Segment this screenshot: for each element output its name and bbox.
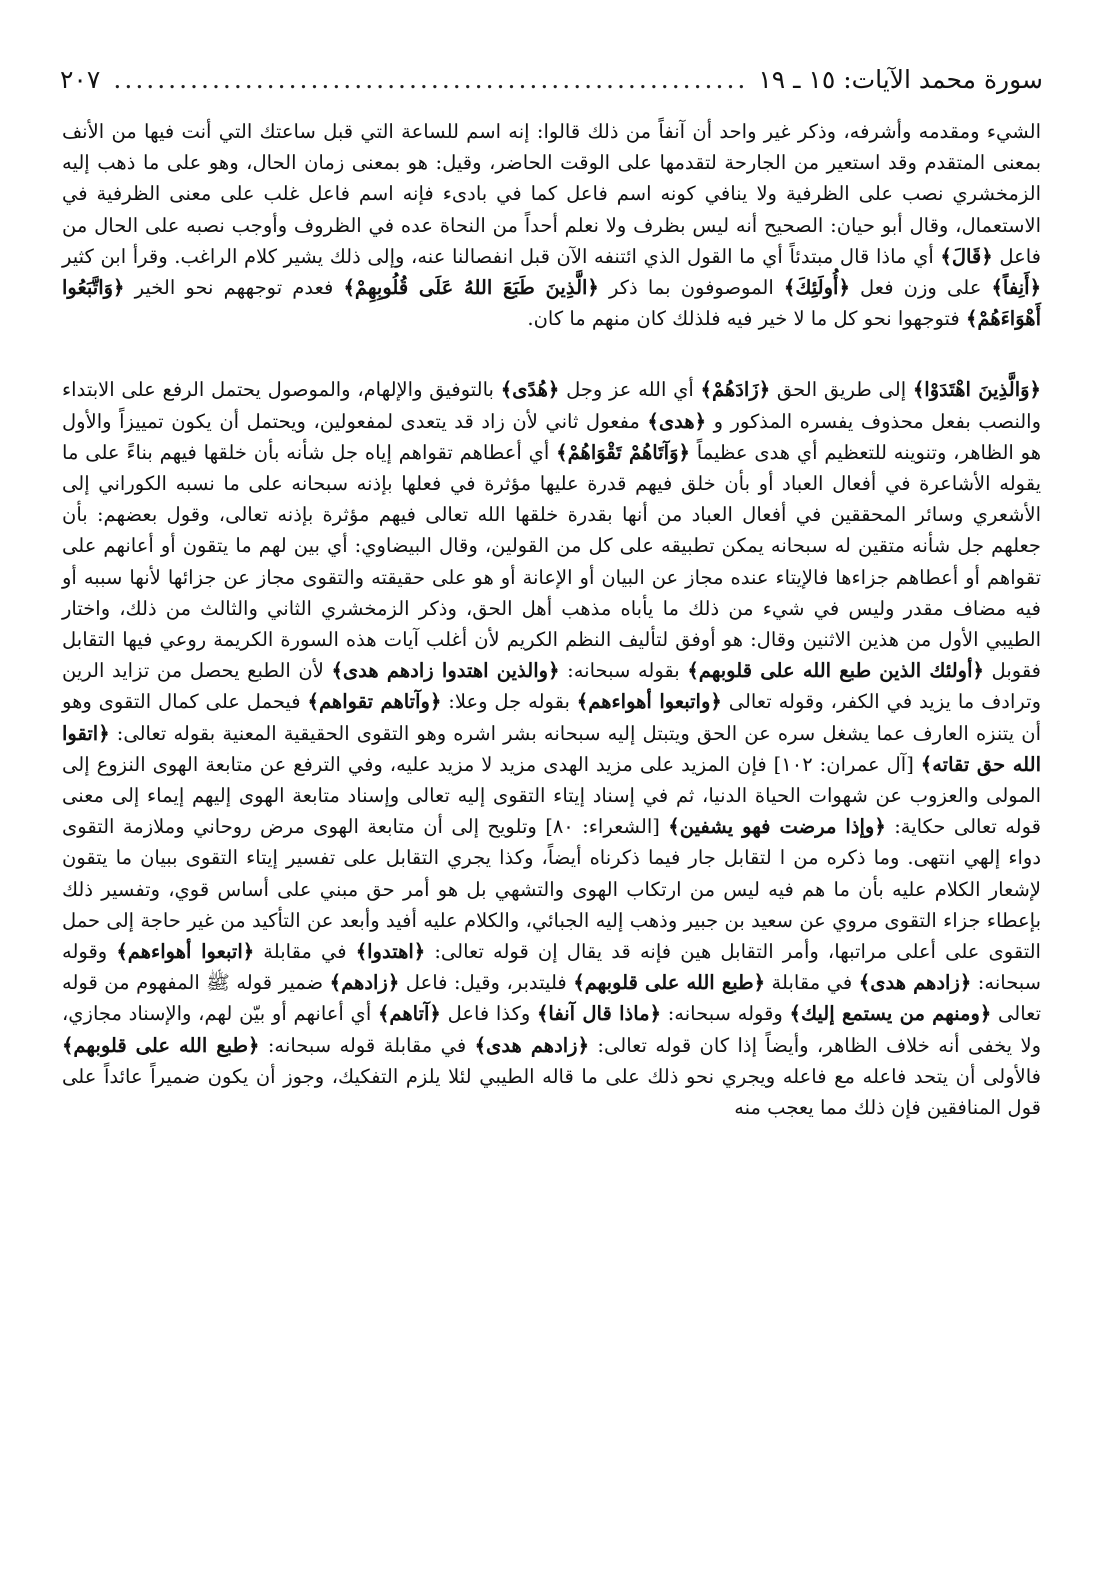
text-run: بقوله سبحانه:	[559, 659, 688, 683]
text-run: فعدم توجههم نحو الخير	[124, 276, 344, 300]
quran-citation: ﴿وآتاهم تقواهم﴾	[307, 690, 442, 714]
body-text	[62, 116, 1041, 1123]
text-run: وقوله سبحانه:	[661, 1002, 790, 1026]
quran-citation: ﴿الَّذِينَ طَبَعَ اللهُ عَلَى قُلُوبِهِمْ﴾	[343, 276, 599, 300]
page-header	[60, 58, 1043, 102]
quran-citation: ﴿طبع الله على قلوبهم﴾	[62, 1033, 260, 1057]
quran-citation: ﴿ماذا قال آنفا﴾	[537, 1002, 662, 1026]
text-run: فتوجهوا نحو كل ما لا خير فيه فلذلك كان منهم ما كان.	[527, 307, 966, 331]
quran-citation: ﴿هُدًى﴾	[500, 378, 560, 402]
quran-citation: ﴿آتاهم﴾	[377, 1002, 441, 1026]
quran-citation: ﴿واتبعوا أهواءهم﴾	[576, 690, 722, 714]
text-run: أي أعطاهم تقواهم إياه جل شأنه بأن خلقها فيهم بناءً على ما يقوله الأشاعرة في أفعال العباد أو بأن خلق فيهم قدرة عليها مؤثرة في فعلها بإذنه سبحانه على ما نسبه الكوراني إلى الأشعري وسائر المحققين في أفعال العباد من أنها بقدرة خلقها الله تعالى فيهم مؤثرة بإذنه تعالى، وقول بعضهم: بأن جعلهم جل شأنه متقين له سبحانه يمكن تطبيقه على كل من القولين، وقال البيضاوي: أي بين لهم ما يتقون أو أعانهم على تقواهم أو أعطاهم جزاءها فالإيتاء عنده مجاز عن البيان أو الإعانة أو هو على حقيقته والتقوى مجاز عن جزائها لأنها سببه أو فيه مضاف مقدر وليس في شيء من ذلك ما يأباه مذهب أهل الحق، وذكر الزمخشري الثاني والثالث من ذلك، واختار الطيبي الأول من هذين الاثنين وقال: هو أوفق لتأليف النظم الكريم لأن أغلب آيات هذه السورة الكريمة روعي فيها التقابل فقوبل	[62, 440, 1042, 683]
quran-citation: ﴿زادهم هدى﴾	[858, 971, 972, 995]
text-run: وقوله سبحانه:	[62, 940, 1042, 995]
quran-citation: ﴿والذين اهتدوا زادهم هدى﴾	[331, 659, 560, 683]
paragraph	[62, 116, 1041, 334]
text-run: [الشعراء: ٨٠] وتلويح إلى أن متابعة الهوى مرض روحاني وملازمة التقوى دواء إلهي انتهى. وما ذكره من ا لتقابل جار فيما ذكرناه أيضاً، وكذا يجري التقابل على تفسير إيتاء التقوى ببيان ما يتقون لإشعار الكلام عليه بأن ما هم فيه ليس من ارتكاب الهوى والتشهي بل هو أمر حق مبني على أساس قوي، وتفسير ذلك بإعطاء جزاء التقوى مروي عن سعيد بن جبير وذهب إليه الجبائي، والكلام عليه أفيد وأبعد عن التأكيد من غير حاجة إلى حمل التقوى على أعلى مراتبها، وأمر التقابل هين فإنه قد يقال إن قوله تعالى:	[62, 815, 1041, 964]
text-run: في مقابلة	[765, 971, 859, 995]
quran-citation: ﴿وَآتَاهُمْ تَقْوَاهُمْ﴾	[556, 440, 690, 464]
text-run: أي الله عز وجل	[559, 378, 701, 402]
quran-citation: ﴿زادهم هدى﴾	[474, 1033, 590, 1057]
text-run: فالأولى أن يتحد فاعله مع فاعله ويجري نحو ذلك على ما قاله الطيبي لئلا يلزم التفكيك، وجوز أن يكون ضميراً عائداً على قول المنافقين فإن ذلك مما يعجب منه	[62, 1064, 1041, 1120]
text-run: مفعول ثاني لأن زاد قد يتعدى لمفعولين، ويحتمل أن يكون تمييزاً والأول هو الظاهر، وتنوينه للتعظيم أي هدى عظيماً	[62, 409, 1041, 464]
text-run: أي ماذا قال مبتدئاً أي ما القول الذي ائتنفه الآن قبل انفصالنا عنه، وإلى ذلك يشير كلام الراغب. وقرأ ابن كثير	[62, 244, 941, 268]
page-number: ٢٠٧	[60, 65, 101, 94]
text-run: الموصوفون بما ذكر	[598, 276, 784, 300]
text-run: في مقابلة قوله سبحانه:	[259, 1033, 475, 1057]
text-run: الشيء ومقدمه وأشرفه، وذكر غير واحد أن آنفاً من ذلك قالوا: إنه اسم للساعة التي قبل ساعتك التي أنت فيها من الأنف بمعنى المتقدم وقد استعير من الجارحة لتقدمها على الوقت الحاضر، وقيل: هو بمعنى زمان الحال، وهو على ما ذهب إليه الزمخشري نصب على الظرفية ولا ينافي كونه اسم فاعل كما في بادىء فإنه اسم فاعل غلب على معنى الظرفية في الاستعمال، وقال أبو حيان: الصحيح أنه ليس بظرف ولا نعلم أحداً من النحاة عده في الظروف وأوجب نصبه على الحال من فاعل	[62, 120, 1041, 268]
quran-citation: ﴿ومنهم من يستمع إليك﴾	[789, 1002, 992, 1026]
quran-citation: ﴿اتبعوا أهواءهم﴾	[116, 940, 255, 964]
quran-citation: ﴿هدى﴾	[647, 409, 707, 433]
text-run: وكذا فاعل	[440, 1002, 537, 1026]
quran-citation: ﴿زادهم﴾	[329, 971, 400, 995]
quran-citation: ﴿وَالَّذِينَ اهْتَدَوْا﴾	[912, 378, 1041, 402]
text-run: بقوله جل وعلا:	[441, 690, 577, 714]
text-run: إلى طريق الحق	[770, 378, 913, 402]
leader-dots	[110, 58, 748, 102]
text-run: فيحمل على كمال التقوى وهو أن يتنزه العارف عما يشغل سره عن الحق ويتبتل إليه سبحانه بشر اشره وهو التقوى الحقيقية المعنية بقوله تعالى:	[62, 690, 1041, 745]
running-title: سورة محمد الآيات: ١٥ ـ ١٩	[758, 65, 1043, 94]
quran-citation: ﴿أُولَئِكَ﴾	[783, 276, 850, 300]
quran-citation: ﴿زَادَهُمْ﴾	[700, 378, 771, 402]
quran-citation: ﴿اهتدوا﴾	[355, 940, 426, 964]
text-run: أي أعانهم أو بيّن لهم، والإسناد مجازي، ولا يخفى أنه خلاف الظاهر، وأيضاً إذا كان قوله تعالى:	[62, 1002, 1042, 1057]
quran-citation: ﴿طبع الله على قلوبهم﴾	[573, 971, 766, 995]
text-run: ضمير قوله ﷺ المفهوم من قوله تعالى	[62, 971, 1042, 1026]
paragraph	[62, 374, 1041, 1123]
quran-citation: ﴿وإذا مرضت فهو يشفين﴾	[668, 815, 886, 839]
text-run: بالتوفيق والإلهام، والموصول يحتمل الرفع على الابتداء والنصب بفعل محذوف يفسره المذكور و	[62, 378, 1041, 433]
quran-citation: ﴿وَاتَّبَعُوا أَهْوَاءَهُمْ﴾	[62, 276, 1041, 331]
quran-citation: ﴿اتقوا الله حق تقاته﴾	[62, 721, 1041, 776]
text-run: في مقابلة	[254, 940, 356, 964]
text-run: [آل عمران: ١٠٢] فإن المزيد على مزيد الهدى مزيد لا مزيد عليه، وفي الترفع عن متابعة الهوى النزوع إلى المولى والعزوب عن شهوات الحياة الدنيا، ثم في إسناد إيتاء التقوى إليه تعالى وإسناد متابعة الهوى إليهم إيماء إلى معنى قوله تعالى حكاية:	[62, 752, 1041, 839]
text-run: على وزن فعل	[849, 276, 992, 300]
text-run: لأن الطبع يحصل من تزايد الرين وترادف ما يزيد في الكفر، وقوله تعالى	[62, 659, 1042, 714]
text-run: فليتدبر، وقيل: فاعل	[399, 971, 574, 995]
quran-citation: ﴿أَنِفاً﴾	[991, 276, 1042, 300]
quran-citation: ﴿قَالَ﴾	[940, 244, 993, 268]
quran-citation: ﴿أولئك الذين طبع الله على قلوبهم﴾	[687, 659, 984, 683]
